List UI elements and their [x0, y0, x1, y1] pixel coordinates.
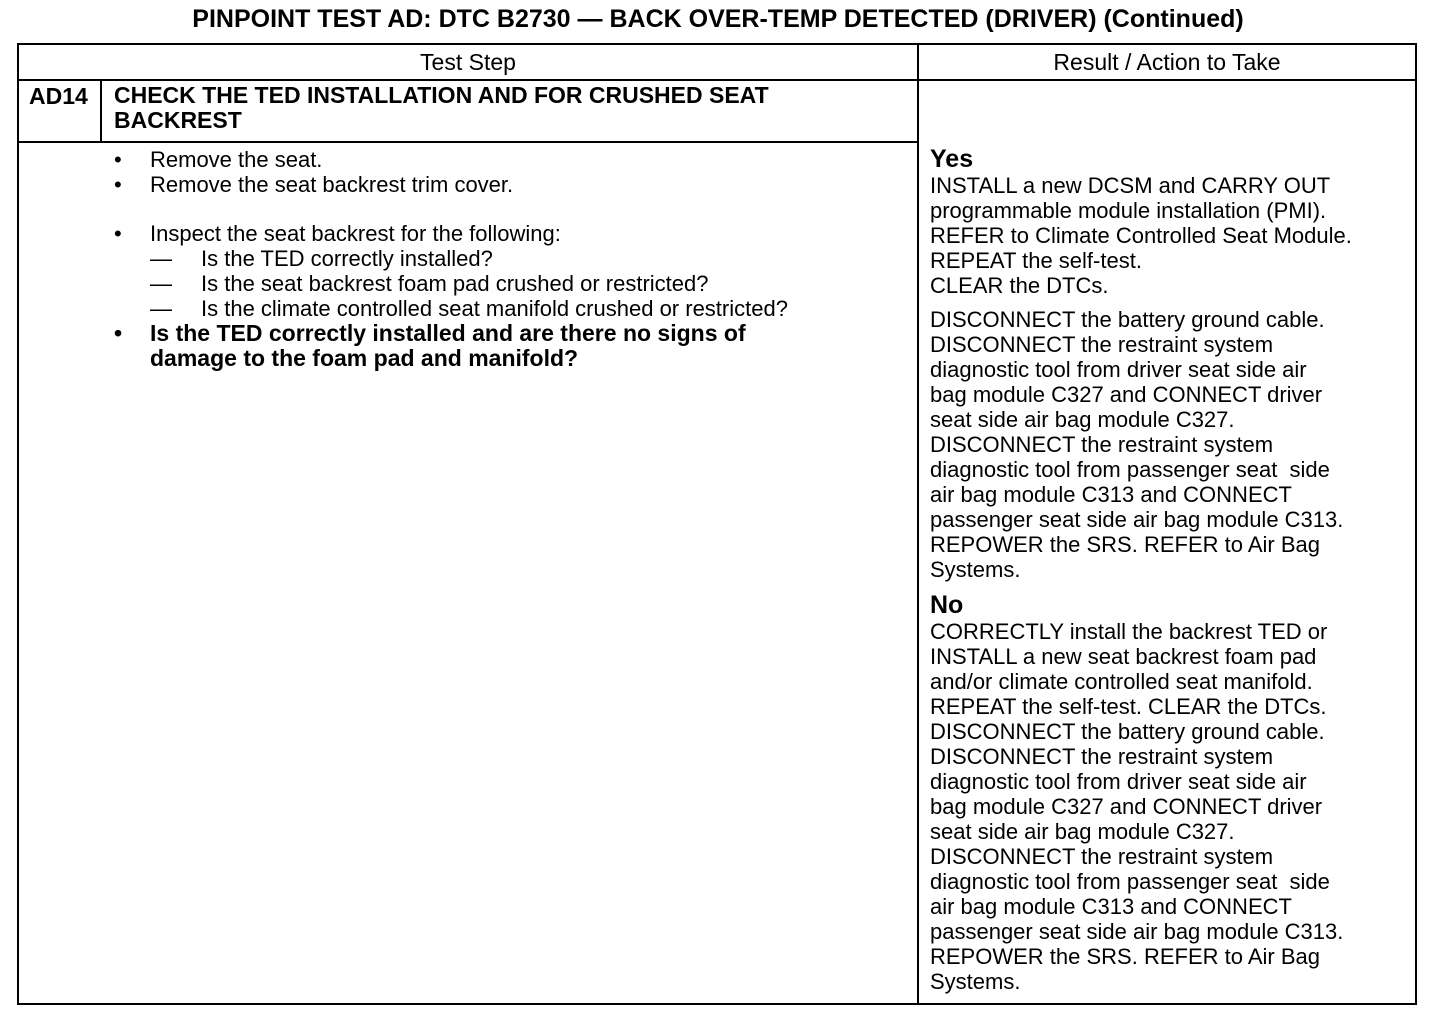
result-line: REPOWER the SRS. REFER to Air Bag	[930, 532, 1321, 557]
sub-item	[109, 246, 909, 271]
bullet-text: Remove the seat backrest trim cover.	[150, 172, 514, 197]
header-divider	[19, 79, 1415, 81]
result-line: seat side air bag module C327.	[930, 819, 1235, 844]
header-test-step: Test Step	[420, 49, 516, 75]
sub-item	[109, 296, 909, 321]
sub-item-text: Is the seat backrest foam pad crushed or restricted?	[201, 271, 709, 296]
step-id: AD14	[29, 83, 88, 109]
result-line: bag module C327 and CONNECT driver	[930, 794, 1323, 819]
step-id-divider	[100, 81, 102, 141]
result-line: INSTALL a new DCSM and CARRY OUT	[930, 173, 1331, 198]
bullet-icon: •	[114, 172, 122, 197]
result-line: air bag module C313 and CONNECT	[930, 482, 1292, 507]
result-line: CORRECTLY install the backrest TED or	[930, 619, 1328, 644]
test-step-instructions	[109, 147, 909, 371]
result-line: air bag module C313 and CONNECT	[930, 894, 1292, 919]
bullet-icon: •	[114, 320, 123, 346]
result-line: REPEAT the self-test.	[930, 248, 1142, 273]
result-line: REPEAT the self-test. CLEAR the DTCs.	[930, 694, 1327, 719]
yes-label: Yes	[930, 145, 974, 173]
dash-icon: —	[150, 271, 172, 296]
result-line: passenger seat side air bag module C313.	[930, 507, 1344, 532]
dash-icon: —	[150, 246, 172, 271]
result-line: INSTALL a new seat backrest foam pad	[930, 644, 1317, 669]
dash-icon: —	[150, 296, 172, 321]
result-line: DISCONNECT the restraint system	[930, 332, 1274, 357]
result-line: REPOWER the SRS. REFER to Air Bag	[930, 944, 1321, 969]
result-line: REFER to Climate Controlled Seat Module.	[930, 223, 1352, 248]
sub-item-text: Is the TED correctly installed?	[201, 246, 493, 271]
result-line: Systems.	[930, 557, 1021, 582]
question-item	[109, 321, 909, 371]
result-line: bag module C327 and CONNECT driver	[930, 382, 1323, 407]
column-divider	[917, 45, 919, 1003]
bullet-icon: •	[114, 147, 122, 172]
result-line: passenger seat side air bag module C313.	[930, 919, 1344, 944]
bullet-text: Inspect the seat backrest for the following:	[150, 221, 561, 246]
result-line: CLEAR the DTCs.	[930, 273, 1109, 298]
result-line: diagnostic tool from driver seat side air	[930, 769, 1307, 794]
question-text: damage to the foam pad and manifold?	[150, 345, 579, 371]
step-title	[114, 83, 894, 133]
bullet-item	[109, 221, 909, 246]
header-result-action: Result / Action to Take	[1053, 49, 1281, 75]
result-line: Systems.	[930, 969, 1021, 994]
result-line: DISCONNECT the restraint system	[930, 432, 1274, 457]
sub-item	[109, 271, 909, 296]
result-line: diagnostic tool from passenger seat side	[930, 457, 1330, 482]
result-action-column	[930, 145, 1415, 994]
no-label: No	[930, 591, 964, 619]
result-line: diagnostic tool from passenger seat side	[930, 869, 1330, 894]
result-line: programmable module installation (PMI).	[930, 198, 1327, 223]
result-line: and/or climate controlled seat manifold.	[930, 669, 1313, 694]
result-line: DISCONNECT the restraint system	[930, 744, 1274, 769]
page-title: PINPOINT TEST AD: DTC B2730 — BACK OVER-TEMP DETECTED (DRIVER) (Continued)	[192, 5, 1244, 33]
result-line: DISCONNECT the battery ground cable.	[930, 307, 1325, 332]
result-line: DISCONNECT the restraint system	[930, 844, 1274, 869]
step-title-divider	[19, 141, 917, 143]
result-line: diagnostic tool from driver seat side air	[930, 357, 1307, 382]
question-text: Is the TED correctly installed and are there no signs of	[150, 320, 746, 346]
bullet-item	[109, 147, 909, 172]
result-line: DISCONNECT the battery ground cable.	[930, 719, 1325, 744]
pinpoint-test-table	[17, 43, 1417, 1005]
sub-item-text: Is the climate controlled seat manifold crushed or restricted?	[201, 296, 788, 321]
step-title-line: CHECK THE TED INSTALLATION AND FOR CRUSHED SEAT	[114, 82, 769, 108]
bullet-icon: •	[114, 221, 122, 246]
bullet-item	[109, 172, 909, 197]
step-title-line: BACKREST	[114, 107, 242, 133]
bullet-text: Remove the seat.	[150, 147, 323, 172]
result-line: seat side air bag module C327.	[930, 407, 1235, 432]
